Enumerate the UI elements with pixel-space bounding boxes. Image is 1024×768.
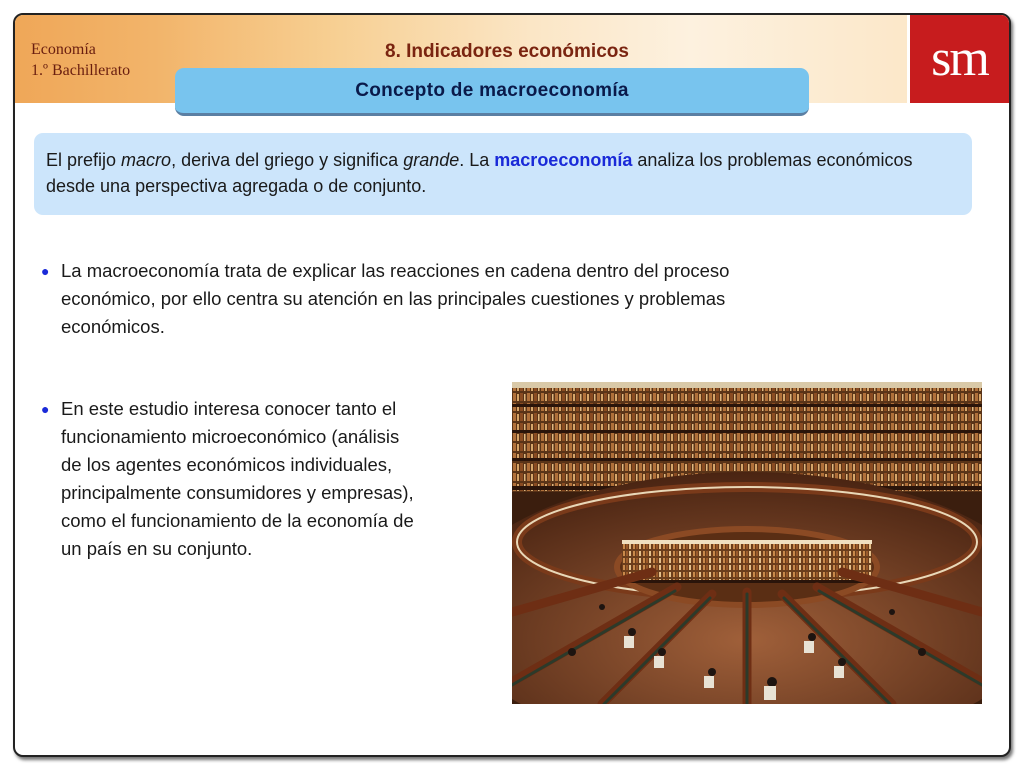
intro-text-3: , deriva del griego y significa	[171, 150, 404, 170]
bullet-text-2: En este estudio interesa conocer tanto el funcionamiento microeconómico (análisis de los agentes económicos individuales, principalmente consumidores y empresas), como el funcionamiento de la economía de un país en su conjunto.	[61, 398, 414, 559]
bullet-point-2	[41, 395, 511, 563]
course-label	[31, 39, 130, 81]
intro-highlight-macroeconomia: macroeconomía	[494, 150, 633, 170]
intro-text-7: analiza los problemas económicos desde una perspectiva agregada o de conjunto.	[46, 150, 913, 196]
bullet-dot-icon: ●	[41, 263, 50, 279]
slide-frame	[13, 13, 1011, 757]
intro-text-5: . La	[459, 150, 495, 170]
logo-text: sm	[931, 30, 988, 87]
bullet-point-1	[41, 257, 921, 341]
section-title: 8. Indicadores económicos	[385, 41, 629, 62]
slide-subtitle-bar	[175, 68, 809, 116]
sm-logo	[907, 15, 1009, 103]
library-reading-room-photo	[512, 382, 982, 704]
intro-term-grande: grande	[403, 150, 460, 170]
bullet-dot-icon: ●	[41, 401, 50, 417]
intro-definition-box	[34, 133, 972, 215]
intro-term-macro: macro	[121, 150, 172, 170]
bullet-text-1: La macroeconomía trata de explicar las reacciones en cadena dentro del proceso económico, por ello centra su atención en las principales cuestiones y problemas económicos.	[61, 260, 730, 337]
slide-subtitle: Concepto de macroeconomía	[355, 79, 629, 101]
library-photo-illustration	[512, 382, 982, 704]
course-subject: Economía	[31, 41, 96, 58]
intro-text-1: El prefijo	[46, 150, 122, 170]
course-level: 1.º Bachillerato	[31, 62, 131, 79]
